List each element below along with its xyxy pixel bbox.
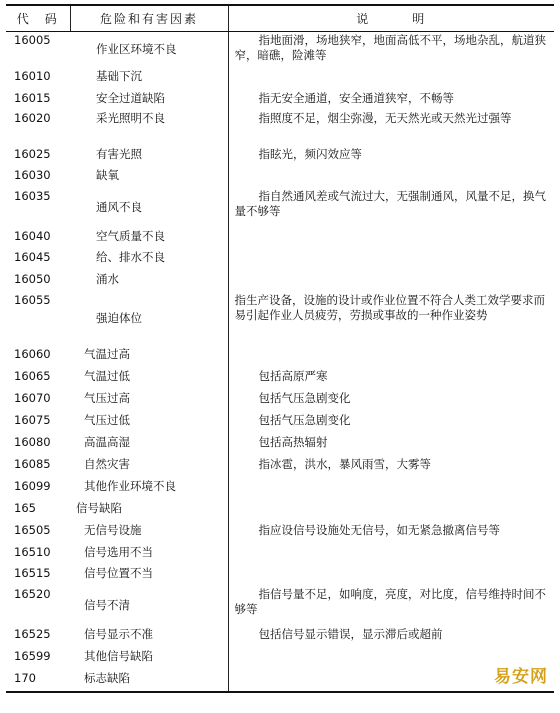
table-row bbox=[6, 271, 554, 292]
row-factor: 安全过道缺陷 bbox=[96, 90, 165, 105]
row-code: 16065 bbox=[14, 368, 51, 383]
row-code: 16520 bbox=[14, 586, 51, 601]
row-factor: 缺氧 bbox=[96, 167, 119, 182]
row-code: 16055 bbox=[14, 292, 51, 307]
table-row bbox=[6, 434, 554, 456]
row-code: 16525 bbox=[14, 626, 51, 641]
row-code: 16005 bbox=[14, 33, 51, 47]
table-body bbox=[6, 32, 554, 692]
row-description: 指无安全通道，安全通道狭窄，不畅等 bbox=[228, 90, 554, 110]
table-row bbox=[6, 90, 554, 110]
row-code: 16020 bbox=[14, 110, 51, 125]
row-code: 165 bbox=[14, 500, 36, 515]
row-code: 16080 bbox=[14, 434, 51, 449]
row-description bbox=[228, 68, 554, 90]
table-row bbox=[6, 456, 554, 478]
table-row bbox=[6, 390, 554, 412]
header-description: 说 明 bbox=[228, 5, 554, 32]
table-row bbox=[6, 188, 554, 228]
header-factor: 危险和有害因素 bbox=[70, 5, 228, 32]
table-row bbox=[6, 167, 554, 188]
row-description: 包括气压急剧变化 bbox=[228, 412, 554, 434]
row-code: 16599 bbox=[14, 648, 51, 663]
row-factor: 气压过低 bbox=[84, 412, 130, 427]
row-code: 16035 bbox=[14, 188, 51, 203]
table-row bbox=[6, 68, 554, 90]
row-description bbox=[228, 346, 554, 368]
table-row bbox=[6, 32, 554, 68]
row-description: 包括高热辐射 bbox=[228, 434, 554, 456]
row-description: 指自然通风差或气流过大，无强制通风，风量不足，换气量不够等 bbox=[228, 188, 554, 228]
row-factor: 采光照明不良 bbox=[96, 110, 165, 125]
row-factor: 给、排水不良 bbox=[96, 249, 165, 264]
row-code: 16070 bbox=[14, 390, 51, 405]
row-code: 16040 bbox=[14, 228, 51, 243]
row-code: 16045 bbox=[14, 249, 51, 264]
row-code: 16505 bbox=[14, 522, 51, 537]
row-description: 包括信号显示错误，显示滞后或超前 bbox=[228, 626, 554, 648]
row-description: 指信号量不足，如响度，亮度，对比度，信号维持时间不够等 bbox=[228, 586, 554, 626]
row-factor: 无信号设施 bbox=[84, 522, 142, 537]
row-factor: 基础下沉 bbox=[96, 68, 142, 83]
row-description bbox=[228, 478, 554, 500]
table-row bbox=[6, 146, 554, 167]
table-row bbox=[6, 228, 554, 249]
row-factor: 信号显示不准 bbox=[84, 626, 153, 641]
document-page bbox=[6, 4, 554, 693]
row-factor: 信号位置不当 bbox=[84, 565, 153, 580]
row-code: 16030 bbox=[14, 167, 51, 182]
row-description: 指应设信号设施处无信号，如无紧急撤离信号等 bbox=[228, 522, 554, 544]
row-description: 指照度不足，烟尘弥漫，无天然光或天然光过强等 bbox=[228, 110, 554, 146]
row-description bbox=[228, 249, 554, 271]
table-row bbox=[6, 478, 554, 500]
row-factor: 自然灾害 bbox=[84, 456, 130, 471]
table-row bbox=[6, 110, 554, 146]
table-row bbox=[6, 648, 554, 670]
table-row bbox=[6, 670, 554, 692]
row-code: 16075 bbox=[14, 412, 51, 427]
row-factor: 气压过高 bbox=[84, 390, 130, 405]
row-factor: 信号缺陷 bbox=[76, 500, 122, 515]
row-factor: 有害光照 bbox=[96, 146, 142, 161]
row-factor: 空气质量不良 bbox=[96, 228, 165, 243]
row-factor: 其他信号缺陷 bbox=[84, 648, 153, 663]
row-code: 16025 bbox=[14, 146, 51, 161]
table-row bbox=[6, 368, 554, 390]
table-row bbox=[6, 249, 554, 271]
header-code: 代 码 bbox=[6, 5, 70, 32]
row-description: 包括气压急剧变化 bbox=[228, 390, 554, 412]
row-factor: 高温高湿 bbox=[84, 434, 130, 449]
table-row bbox=[6, 586, 554, 626]
row-factor: 气温过低 bbox=[84, 368, 130, 383]
row-code: 16515 bbox=[14, 565, 51, 580]
table-row bbox=[6, 544, 554, 565]
row-factor: 信号选用不当 bbox=[84, 544, 153, 559]
row-factor: 通风不良 bbox=[96, 200, 142, 214]
row-factor: 标志缺陷 bbox=[70, 670, 228, 692]
row-description bbox=[228, 500, 554, 522]
row-description bbox=[228, 271, 554, 292]
row-code: 16099 bbox=[14, 478, 51, 493]
row-description bbox=[228, 565, 554, 586]
table-row bbox=[6, 522, 554, 544]
table-row bbox=[6, 412, 554, 434]
row-description: 指生产设备，设施的设计或作业位置不符合人类工效学要求而易引起作业人员疲劳，劳损或事故的一种作业姿势 bbox=[228, 292, 554, 346]
row-code: 170 bbox=[6, 670, 70, 692]
table-row bbox=[6, 292, 554, 346]
row-factor: 作业区环境不良 bbox=[96, 42, 177, 57]
hazard-factor-table bbox=[6, 4, 554, 693]
table-row bbox=[6, 626, 554, 648]
row-description: 指地面滑，场地狭窄，地面高低不平，场地杂乱，航道狭窄，暗礁，险滩等 bbox=[228, 32, 554, 68]
table-row bbox=[6, 565, 554, 586]
row-code: 16060 bbox=[14, 346, 51, 361]
row-factor: 信号不清 bbox=[84, 598, 130, 612]
row-code: 16015 bbox=[14, 90, 51, 105]
row-factor: 气温过高 bbox=[84, 346, 130, 361]
row-description: 指冰雹，洪水，暴风雨雪，大雾等 bbox=[228, 456, 554, 478]
row-factor: 强迫体位 bbox=[96, 311, 142, 325]
site-watermark: 易安网 bbox=[494, 667, 548, 687]
table-row bbox=[6, 346, 554, 368]
row-description: 包括高原严寒 bbox=[228, 368, 554, 390]
row-description bbox=[228, 228, 554, 249]
row-code: 16085 bbox=[14, 456, 51, 471]
row-factor: 其他作业环境不良 bbox=[84, 478, 176, 493]
table-header bbox=[6, 5, 554, 32]
row-code: 16010 bbox=[14, 68, 51, 83]
row-factor: 涌水 bbox=[96, 271, 119, 286]
row-description bbox=[228, 167, 554, 188]
table-row bbox=[6, 500, 554, 522]
row-code: 16510 bbox=[14, 544, 51, 559]
row-code: 16050 bbox=[14, 271, 51, 286]
row-description bbox=[228, 544, 554, 565]
row-description: 指眩光，频闪效应等 bbox=[228, 146, 554, 167]
